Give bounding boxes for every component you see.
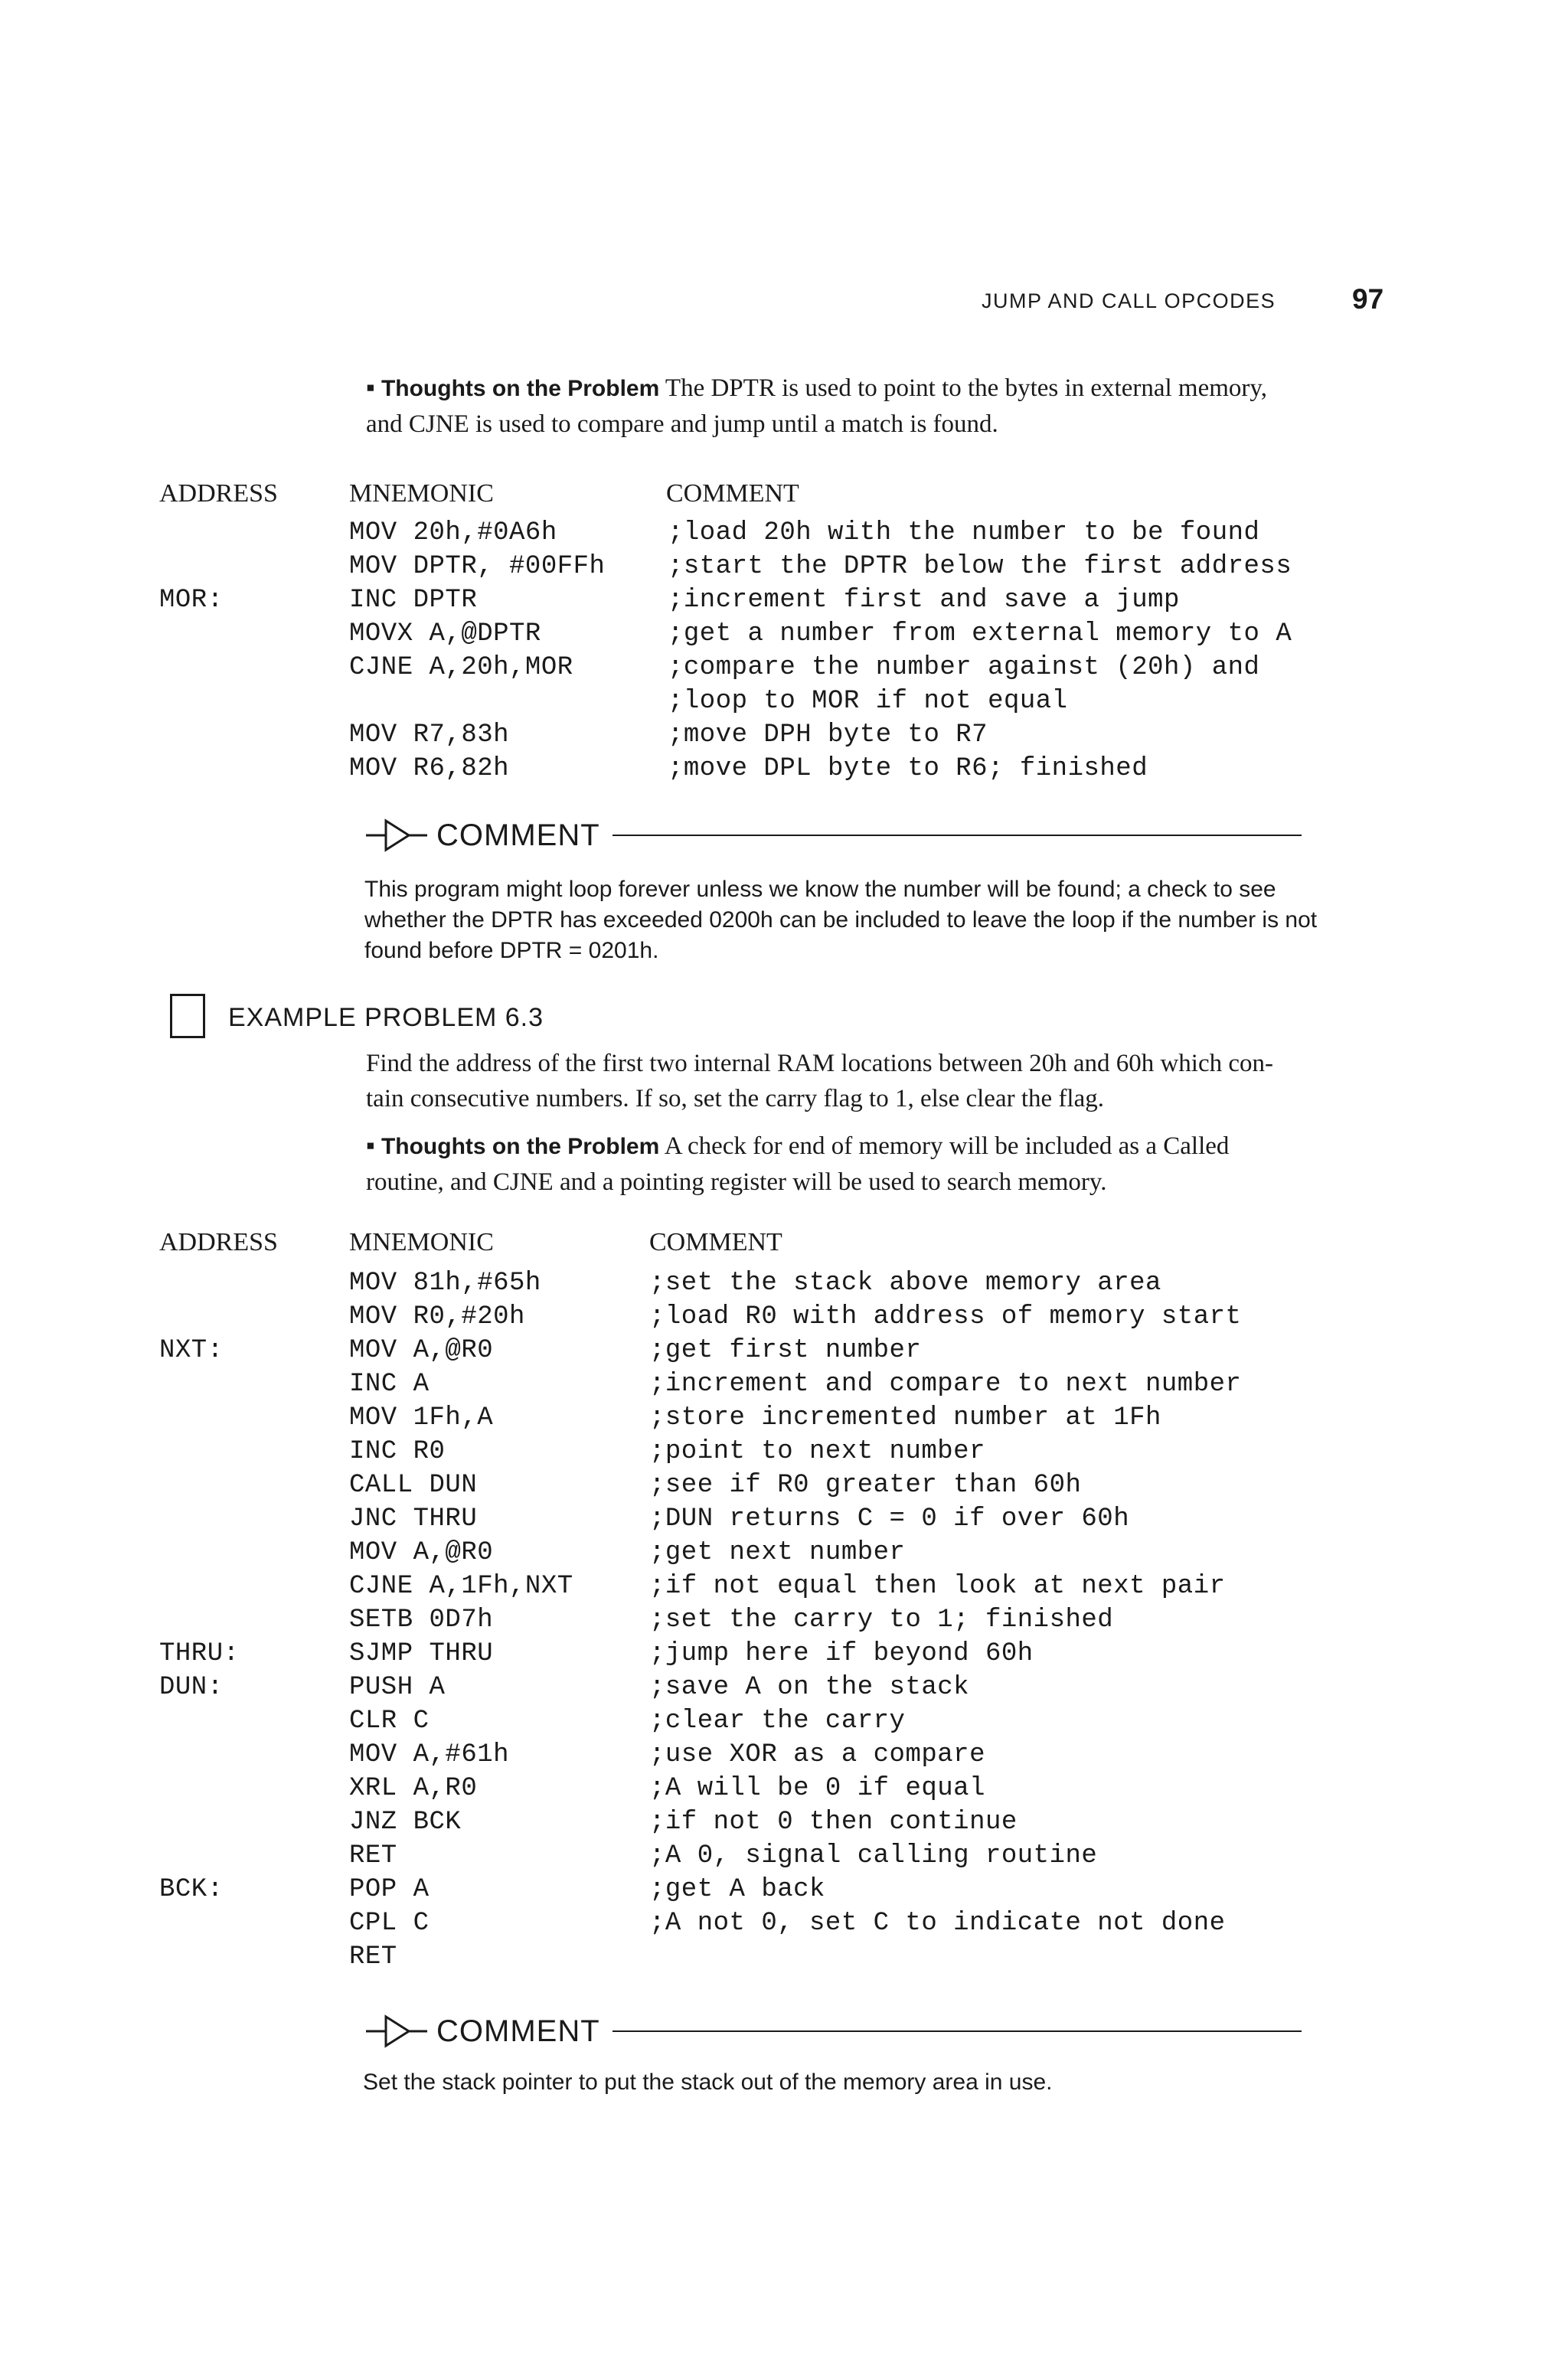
code-mnemonic: MOV R6,82h [349, 754, 510, 783]
comment-title: COMMENT [436, 818, 600, 852]
comment-rule [612, 835, 1302, 836]
column-header-address: ADDRESS [159, 479, 278, 508]
code-row [159, 1906, 1384, 1940]
code-row [159, 1873, 1384, 1906]
code-row [159, 1805, 1384, 1839]
code-mnemonic: MOV 81h,#65h [349, 1269, 541, 1298]
code-comment: ;point to next number [649, 1437, 985, 1466]
code-comment: ;DUN returns C = 0 if over 60h [649, 1504, 1130, 1534]
code-label: NXT: [159, 1336, 224, 1365]
code-mnemonic: JNZ BCK [349, 1808, 462, 1837]
code-row [159, 1300, 1384, 1334]
code-comment: ;move DPH byte to R7 [668, 720, 988, 750]
code-mnemonic: CJNE A,1Fh,NXT [349, 1572, 573, 1601]
code-comment: ;get next number [649, 1538, 906, 1567]
thoughts-lead: Thoughts on the Problem [381, 1134, 660, 1159]
code-row [159, 550, 1384, 583]
code-mnemonic: MOV R0,#20h [349, 1302, 525, 1331]
code-comment: ;set the stack above memory area [649, 1269, 1161, 1298]
code-mnemonic: INC A [349, 1370, 430, 1399]
code-row [159, 1266, 1384, 1300]
code-mnemonic: CPL C [349, 1909, 430, 1938]
code-listing-2 [159, 1266, 1384, 1974]
code-mnemonic: RET [349, 1942, 397, 1972]
code-comment: ;get a number from external memory to A [668, 619, 1292, 648]
code-row [159, 1940, 1384, 1974]
comment-line: Set the stack pointer to put the stack out of the memory area in use. [363, 2070, 1053, 2095]
comment-rule [612, 2030, 1302, 2032]
code-comment: ;loop to MOR if not equal [668, 687, 1068, 716]
code-mnemonic: MOV 1Fh,A [349, 1403, 494, 1433]
thoughts-paragraph-1 [366, 371, 1560, 442]
column-header-mnemonic: MNEMONIC [349, 479, 494, 508]
thoughts-text-line1: A check for end of memory will be included as a Called [664, 1132, 1230, 1160]
code-comment: ;compare the number against (20h) and [668, 653, 1260, 682]
code-comment: ;if not 0 then continue [649, 1808, 1018, 1837]
code-comment: ;see if R0 greater than 60h [649, 1471, 1082, 1500]
bullet-icon: ▪ [366, 374, 381, 402]
code-row [159, 718, 1384, 752]
code-row [159, 684, 1384, 718]
comment-text-1 [364, 874, 1568, 966]
thoughts-text-line2: routine, and CJNE and a pointing register will be used to search memory. [366, 1168, 1107, 1196]
code-row [159, 752, 1384, 786]
code-mnemonic: SJMP THRU [349, 1639, 494, 1668]
code-mnemonic: CJNE A,20h,MOR [349, 653, 573, 682]
comment-title: COMMENT [436, 2014, 600, 2048]
code-mnemonic: MOV DPTR, #00FFh [349, 552, 606, 581]
code-comment: ;A will be 0 if equal [649, 1774, 985, 1803]
comment-line: This program might loop forever unless we know the number will be found; a check to see [364, 877, 1276, 902]
code-comment: ;increment and compare to next number [649, 1370, 1242, 1399]
code-comment: ;jump here if beyond 60h [649, 1639, 1034, 1668]
example-title: EXAMPLE PROBLEM 6.3 [228, 1003, 544, 1032]
problem-line2: tain consecutive numbers. If so, set the carry flag to 1, else clear the flag. [366, 1085, 1104, 1112]
thoughts-text-line1: The DPTR is used to point to the bytes in external memory, [665, 374, 1267, 402]
code-row [159, 516, 1384, 550]
code-mnemonic: INC R0 [349, 1437, 446, 1466]
code-mnemonic: MOV 20h,#0A6h [349, 518, 557, 547]
thoughts-paragraph-2 [366, 1129, 1560, 1200]
problem-line1: Find the address of the first two internal RAM locations between 20h and 60h which con- [366, 1050, 1274, 1077]
code-row [159, 1401, 1384, 1435]
code-comment: ;start the DPTR below the first address [668, 552, 1292, 581]
code-mnemonic: SETB 0D7h [349, 1606, 494, 1635]
code-mnemonic: MOVX A,@DPTR [349, 619, 541, 648]
code-mnemonic: XRL A,R0 [349, 1774, 478, 1803]
code-comment: ;get A back [649, 1875, 825, 1904]
code-mnemonic: MOV R7,83h [349, 720, 510, 750]
code-comment: ;clear the carry [649, 1707, 906, 1736]
comment-arrow-icon [366, 2014, 427, 2049]
running-head: JUMP AND CALL OPCODES [982, 289, 1276, 312]
code-row [159, 1435, 1384, 1468]
code-label: MOR: [159, 586, 224, 615]
code-row [159, 1738, 1384, 1772]
code-comment: ;increment first and save a jump [668, 586, 1180, 615]
code-label: THRU: [159, 1639, 240, 1668]
code-mnemonic: MOV A,@R0 [349, 1336, 494, 1365]
code-row [159, 1671, 1384, 1704]
comment-text-2 [363, 2067, 1568, 2098]
thoughts-text-line2: and CJNE is used to compare and jump until a match is found. [366, 410, 998, 438]
comment-box-2 [366, 2014, 1392, 2049]
code-row [159, 1839, 1384, 1873]
code-row [159, 1603, 1384, 1637]
thoughts-lead: Thoughts on the Problem [381, 376, 660, 401]
code-comment: ;A 0, signal calling routine [649, 1841, 1098, 1870]
code-row [159, 583, 1384, 617]
code-row [159, 1570, 1384, 1603]
code-mnemonic: PUSH A [349, 1673, 446, 1702]
code-comment: ;store incremented number at 1Fh [649, 1403, 1161, 1433]
code-row [159, 1502, 1384, 1536]
code-label: BCK: [159, 1875, 224, 1904]
code-row [159, 651, 1384, 684]
code-comment: ;get first number [649, 1336, 922, 1365]
code-comment: ;use XOR as a compare [649, 1740, 985, 1769]
comment-line: found before DPTR = 0201h. [364, 938, 659, 963]
comment-line: whether the DPTR has exceeded 0200h can be included to leave the loop if the number is not [364, 907, 1318, 933]
code-row [159, 1334, 1384, 1367]
column-header-address: ADDRESS [159, 1228, 278, 1256]
column-header-comment: COMMENT [649, 1228, 782, 1256]
code-comment: ;A not 0, set C to indicate not done [649, 1909, 1226, 1938]
code-row [159, 617, 1384, 651]
example-checkbox-icon [170, 994, 205, 1038]
code-mnemonic: CLR C [349, 1707, 430, 1736]
code-comment: ;load 20h with the number to be found [668, 518, 1260, 547]
code-mnemonic: MOV A,#61h [349, 1740, 510, 1769]
code-row [159, 1367, 1384, 1401]
code-row [159, 1536, 1384, 1570]
code-mnemonic: RET [349, 1841, 397, 1870]
page-number: 97 [1352, 283, 1384, 315]
code-mnemonic: CALL DUN [349, 1471, 478, 1500]
problem-statement [366, 1046, 1560, 1116]
code-row [159, 1704, 1384, 1738]
bullet-icon: ▪ [366, 1132, 381, 1160]
code-comment: ;if not equal then look at next pair [649, 1572, 1226, 1601]
code-comment: ;set the carry to 1; finished [649, 1606, 1114, 1635]
code-mnemonic: INC DPTR [349, 586, 478, 615]
comment-arrow-icon [366, 818, 427, 853]
code-mnemonic: POP A [349, 1875, 430, 1904]
code-row [159, 1772, 1384, 1805]
code-comment: ;load R0 with address of memory start [649, 1302, 1242, 1331]
code-row [159, 1637, 1384, 1671]
code-listing-1 [159, 516, 1384, 786]
code-comment: ;move DPL byte to R6; finished [668, 754, 1148, 783]
code-mnemonic: JNC THRU [349, 1504, 478, 1534]
code-mnemonic: MOV A,@R0 [349, 1538, 494, 1567]
comment-box-1 [366, 818, 1392, 853]
column-header-mnemonic: MNEMONIC [349, 1228, 494, 1256]
code-row [159, 1468, 1384, 1502]
column-header-comment: COMMENT [666, 479, 799, 508]
code-comment: ;save A on the stack [649, 1673, 970, 1702]
code-label: DUN: [159, 1673, 224, 1702]
